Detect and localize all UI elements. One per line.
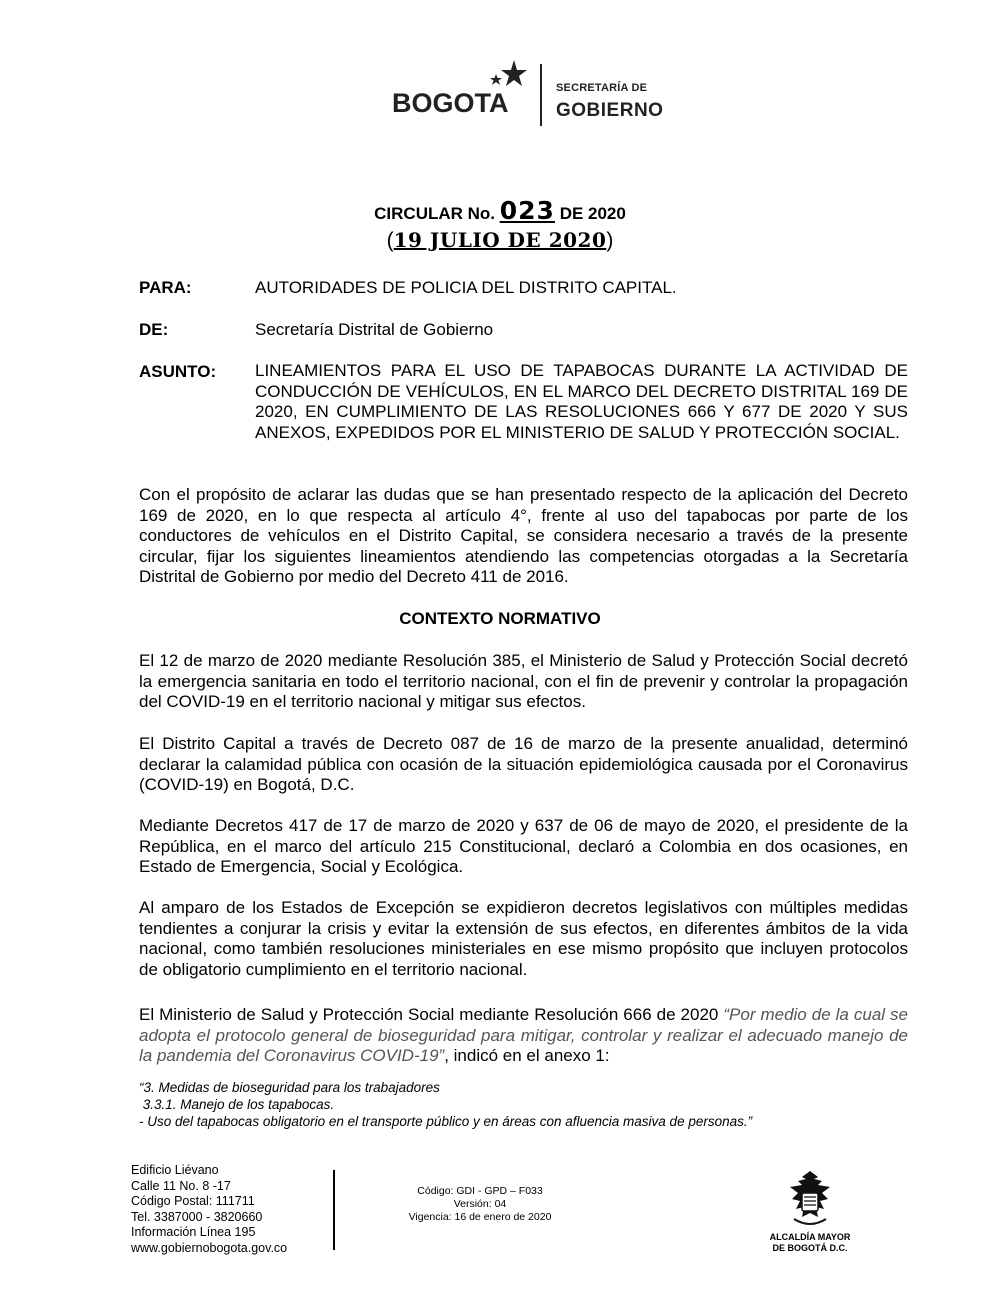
para-value: AUTORIDADES DE POLICIA DEL DISTRITO CAPITAL. (255, 278, 677, 297)
paragraph-2: El Distrito Capital a través de Decreto 087 de 16 de marzo de la presente anualidad, determinó declarar la calamidad pública con ocasión de la situación epidemiológica causada por el Coronavirus (COVID-19) en Bogotá, D.C. (139, 734, 908, 794)
logo-divider (540, 64, 542, 126)
address-line: Código Postal: 111711 (131, 1194, 255, 1208)
para-label: PARA: (139, 278, 192, 297)
circular-title (0, 196, 1000, 225)
document-version: Versión: 04 (453, 1198, 507, 1210)
logo-secretaria: SECRETARÍA DE (556, 82, 648, 94)
p5-end: , indicó en el anexo 1: (444, 1046, 610, 1065)
bogota-logo (392, 58, 672, 130)
star-icon (484, 58, 528, 98)
date-close-paren: ) (606, 229, 614, 252)
intro-paragraph: Con el propósito de aclarar las dudas que se han presentado respecto de la aplicación del Decreto 169 de 2020, en lo que respecta al artículo 4°, frente al uso del tapabocas por parte de los conductores de vehículos en el Distrito Capital, se considera necesario a través de la presente circular, fijar los siguientes lineamientos atendiendo las competencias otorgadas a la Secretaría Distrital de Gobierno por medio del Decreto 411 de 2016. (139, 485, 908, 586)
address-line: Edificio Liévano (131, 1163, 219, 1177)
de-value: Secretaría Distrital de Gobierno (255, 320, 494, 339)
quote-line-2: 3.3.1. Manejo de los tapabocas. (139, 1097, 335, 1112)
section-heading: CONTEXTO NORMATIVO (399, 609, 601, 628)
paragraph-4: Al amparo de los Estados de Excepción se expidieron decretos legislativos con múltiples medidas tendientes a conjurar la crisis y evitar la extensión de sus efectos, en diferentes ámbitos de la vida nacional, como también resoluciones ministeriales en ese mismo propósito que incluyen protocolos de obligatorio cumplimiento en el territorio nacional. (139, 898, 908, 979)
circular-number: 023 (499, 196, 555, 225)
document-code-block (380, 1185, 580, 1224)
address-line: Información Línea 195 (131, 1225, 256, 1239)
circular-date: 19 JULIO DE 2020 (393, 228, 607, 252)
address-line: Calle 11 No. 8 -17 (131, 1178, 231, 1193)
quote-line-3: - Uso del tapabocas obligatorio en el transporte público y en áreas con afluencia masiva de personas.” (139, 1114, 753, 1129)
website-link[interactable]: www.gobiernobogota.gov.co (131, 1240, 288, 1255)
paragraph-1: El 12 de marzo de 2020 mediante Resolución 385, el Ministerio de Salud y Protección Social decretó la emergencia sanitaria en todo el territorio nacional, con el fin de prevenir y controlar la propagación del COVID-19 en el territorio nacional y mitigar sus efectos. (139, 651, 908, 711)
document-vigencia: Vigencia: 16 de enero de 2020 (408, 1211, 552, 1223)
p5-quote: “Por medio de la cual se adopta el protocolo general de bioseguridad para mitigar, controlar y realizar el adecuado manejo de la pandemia del Coronavirus COVID-19” (139, 1005, 908, 1065)
logo-gobierno: GOBIERNO (556, 100, 664, 121)
footer-address (131, 1163, 287, 1256)
circular-date-line (0, 228, 1000, 253)
coat-of-arms-icon (778, 1167, 842, 1231)
alcaldia-line-2: DE BOGOTÁ D.C. (772, 1243, 848, 1253)
alcaldia-line-1: ALCALDÍA MAYOR (769, 1232, 851, 1242)
date-open-paren: ( (386, 229, 394, 252)
title-suffix: DE 2020 (559, 204, 626, 223)
quote-line-1: “3. Medidas de bioseguridad para los trabajadores (139, 1080, 440, 1095)
footer-divider (333, 1170, 335, 1250)
logo-word: BOGOTA (392, 88, 509, 118)
paragraph-5 (139, 1005, 908, 1067)
address-line: Tel. 3387000 - 3820660 (131, 1209, 263, 1224)
de-label: DE: (139, 320, 169, 339)
paragraph-3: Mediante Decretos 417 de 17 de marzo de 2020 y 637 de 06 de mayo de 2020, el presidente de la República, en el marco del artículo 215 Constitucional, declaró a Colombia en dos ocasiones, en Estado de Emergencia, Social y Ecológica. (139, 816, 908, 876)
p5-start: El Ministerio de Salud y Protección Social mediante Resolución 666 de 2020 (139, 1005, 724, 1024)
asunto-label: ASUNTO: (139, 362, 217, 381)
document-code: Código: GDI - GPD – F033 (417, 1185, 543, 1197)
alcaldia-label (750, 1232, 870, 1254)
title-prefix: CIRCULAR No. (374, 204, 496, 223)
asunto-value: LINEAMIENTOS PARA EL USO DE TAPABOCAS DURANTE LA ACTIVIDAD DE CONDUCCIÓN DE VEHÍCULOS, EN EL MARCO DEL DECRETO DISTRITAL 169 DE 2020, EN CUMPLIMIENTO DE LAS RESOLUCIONES 666 Y 677 DE 2020 Y SUS ANEXOS, EXPEDIDOS POR EL MINISTERIO DE SALUD Y PROTECCIÓN SOCIAL. (255, 361, 908, 442)
